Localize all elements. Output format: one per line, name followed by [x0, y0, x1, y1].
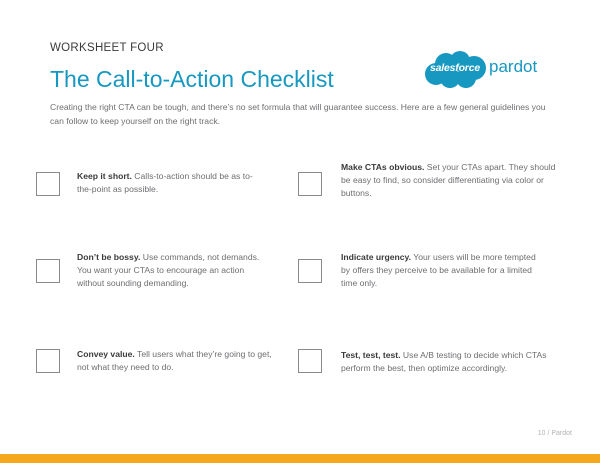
footer-accent-bar	[0, 454, 600, 463]
item-text	[341, 161, 563, 200]
item-heading: Make CTAs obvious.	[341, 162, 425, 172]
worksheet-label: WORKSHEET FOUR	[50, 42, 164, 54]
item-text	[341, 349, 566, 375]
item-description: Tell users what they’re going to get, not what they need to do.	[77, 349, 272, 372]
item-text	[77, 348, 277, 374]
item-description: Calls-to-action should be as to-the-point as possible.	[77, 171, 253, 194]
item-description: Use commands, not demands. You want your CTAs to encourage an action without sounding demanding.	[77, 252, 260, 288]
pardot-wordmark: pardot	[489, 57, 538, 76]
intro-paragraph: Creating the right CTA can be tough, and there’s no set formula that will guarantee success. Here are a few general guidelines you can follow to keep yourself on the right track.	[50, 102, 546, 126]
item-description: Your users will be more tempted by offers they perceive to be available for a limited time only.	[341, 252, 536, 288]
item-heading: Convey value.	[77, 349, 135, 359]
item-heading: Indicate urgency.	[341, 252, 412, 262]
checkbox[interactable]	[298, 259, 322, 283]
item-heading: Don’t be bossy.	[77, 252, 141, 262]
item-heading: Keep it short.	[77, 171, 132, 181]
item-heading: Test, test, test.	[341, 350, 401, 360]
page-title: The Call-to-Action Checklist	[50, 66, 334, 92]
salesforce-pardot-logo	[422, 50, 552, 90]
checkbox[interactable]	[36, 172, 60, 196]
item-text	[341, 251, 546, 290]
checkbox[interactable]	[36, 259, 60, 283]
salesforce-logo-text: salesforce	[430, 62, 480, 74]
checkbox[interactable]	[298, 172, 322, 196]
item-description: Set your CTAs apart. They should be easy to find, so consider differentiating via color or buttons.	[341, 162, 556, 198]
page-number: 10 / Pardot	[537, 430, 572, 437]
item-text	[77, 251, 272, 290]
checkbox[interactable]	[298, 349, 322, 373]
checkbox[interactable]	[36, 349, 60, 373]
item-text	[77, 170, 267, 196]
item-description: Use A/B testing to decide which CTAs perform the best, then optimize accordingly.	[341, 350, 547, 373]
